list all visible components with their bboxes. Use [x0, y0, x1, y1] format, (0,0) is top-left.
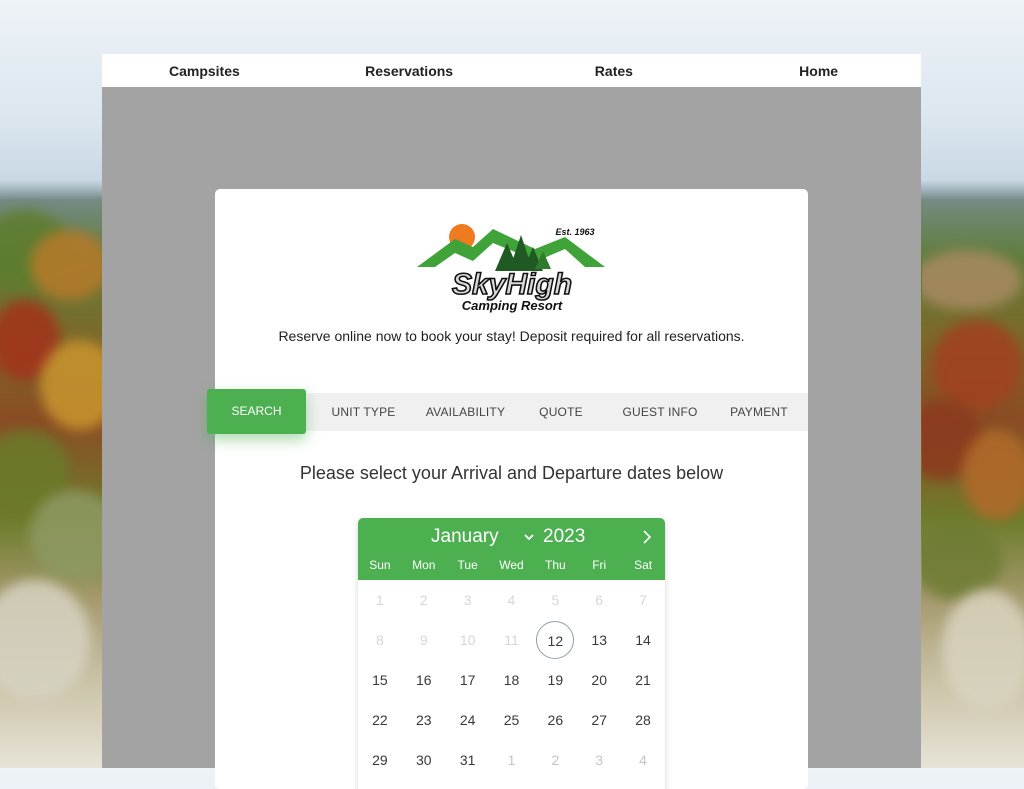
weekday-label: Mon [412, 558, 436, 572]
calendar-day[interactable]: 24 [459, 712, 476, 728]
skyhigh-logo [415, 221, 609, 315]
calendar-day[interactable]: 25 [503, 712, 520, 728]
weekday-label: Wed [499, 558, 524, 572]
calendar-day: 5 [551, 592, 560, 608]
calendar-day[interactable]: 27 [591, 712, 607, 728]
calendar-day: 6 [595, 592, 604, 608]
background-foliage-left [0, 190, 102, 768]
calendar-day[interactable]: 19 [547, 672, 564, 688]
tab-search[interactable]: SEARCH [207, 389, 306, 434]
calendar-day[interactable]: 15 [372, 672, 388, 688]
nav-campsites-link[interactable]: Campsites [168, 62, 240, 79]
tab-availability[interactable]: AVAILABILITY [425, 405, 506, 419]
calendar-day[interactable]: 21 [635, 672, 651, 688]
weekday-label: Sun [369, 558, 391, 572]
logo-est-text: Est. 1963 [555, 227, 595, 237]
nav-home-link[interactable]: Home [799, 62, 839, 79]
calendar-day: 10 [459, 632, 476, 648]
background-foliage-right [922, 190, 1024, 768]
calendar-day: 7 [639, 592, 647, 608]
calendar-day[interactable]: 1 [507, 752, 516, 768]
logo-title-text: SkyHigh [451, 268, 573, 301]
calendar-day[interactable]: 20 [591, 672, 607, 688]
weekday-label: Tue [457, 558, 478, 572]
calendar-day[interactable]: 16 [415, 672, 432, 688]
top-navigation [102, 54, 921, 87]
tab-quote[interactable]: QUOTE [539, 405, 583, 419]
calendar-day[interactable]: 3 [595, 752, 604, 768]
calendar-day: 11 [504, 632, 519, 648]
tab-payment[interactable]: PAYMENT [730, 405, 788, 419]
calendar-day[interactable]: 30 [415, 752, 432, 768]
logo-subtitle-text: Camping Resort [461, 298, 563, 313]
chevron-down-icon[interactable] [523, 531, 535, 543]
calendar-day: 2 [419, 592, 428, 608]
weekday-label: Thu [545, 558, 566, 572]
calendar-day: 9 [419, 632, 428, 648]
month-select[interactable]: January [431, 526, 499, 547]
weekday-label: Fri [592, 558, 607, 572]
calendar-day[interactable]: 4 [639, 752, 647, 768]
calendar-day[interactable]: 17 [459, 672, 476, 688]
tab-unit-type[interactable]: UNIT TYPE [331, 405, 396, 419]
nav-rates-link[interactable]: Rates [594, 62, 633, 79]
tagline: Reserve online now to book your stay! Deposit required for all reservations. [278, 328, 745, 344]
calendar-day[interactable]: 13 [591, 632, 607, 648]
calendar-day: 1 [376, 592, 384, 608]
calendar-day: 8 [376, 632, 384, 648]
date-picker-calendar [358, 518, 665, 789]
calendar-day[interactable]: 28 [635, 712, 651, 728]
next-month-arrow-icon[interactable] [641, 530, 653, 544]
calendar-day[interactable]: 12 [536, 621, 574, 659]
calendar-day[interactable]: 26 [547, 712, 564, 728]
calendar-day[interactable]: 29 [372, 752, 388, 768]
date-instruction: Please select your Arrival and Departure dates below [299, 463, 724, 483]
tab-guest-info[interactable]: GUEST INFO [622, 405, 698, 419]
calendar-day[interactable]: 2 [551, 752, 560, 768]
calendar-day[interactable]: 23 [415, 712, 432, 728]
calendar-day[interactable]: 14 [635, 632, 651, 648]
calendar-header [358, 518, 665, 580]
calendar-day[interactable]: 18 [503, 672, 520, 688]
calendar-day[interactable]: 22 [372, 712, 388, 728]
calendar-day: 3 [463, 592, 472, 608]
weekday-label: Sat [634, 558, 653, 572]
calendar-day: 4 [507, 592, 516, 608]
weekday-row [358, 558, 665, 572]
reservation-card [215, 189, 808, 789]
calendar-day[interactable]: 31 [459, 752, 476, 768]
year-input[interactable]: 2023 [543, 526, 586, 547]
nav-reservations-link[interactable]: Reservations [365, 62, 454, 79]
